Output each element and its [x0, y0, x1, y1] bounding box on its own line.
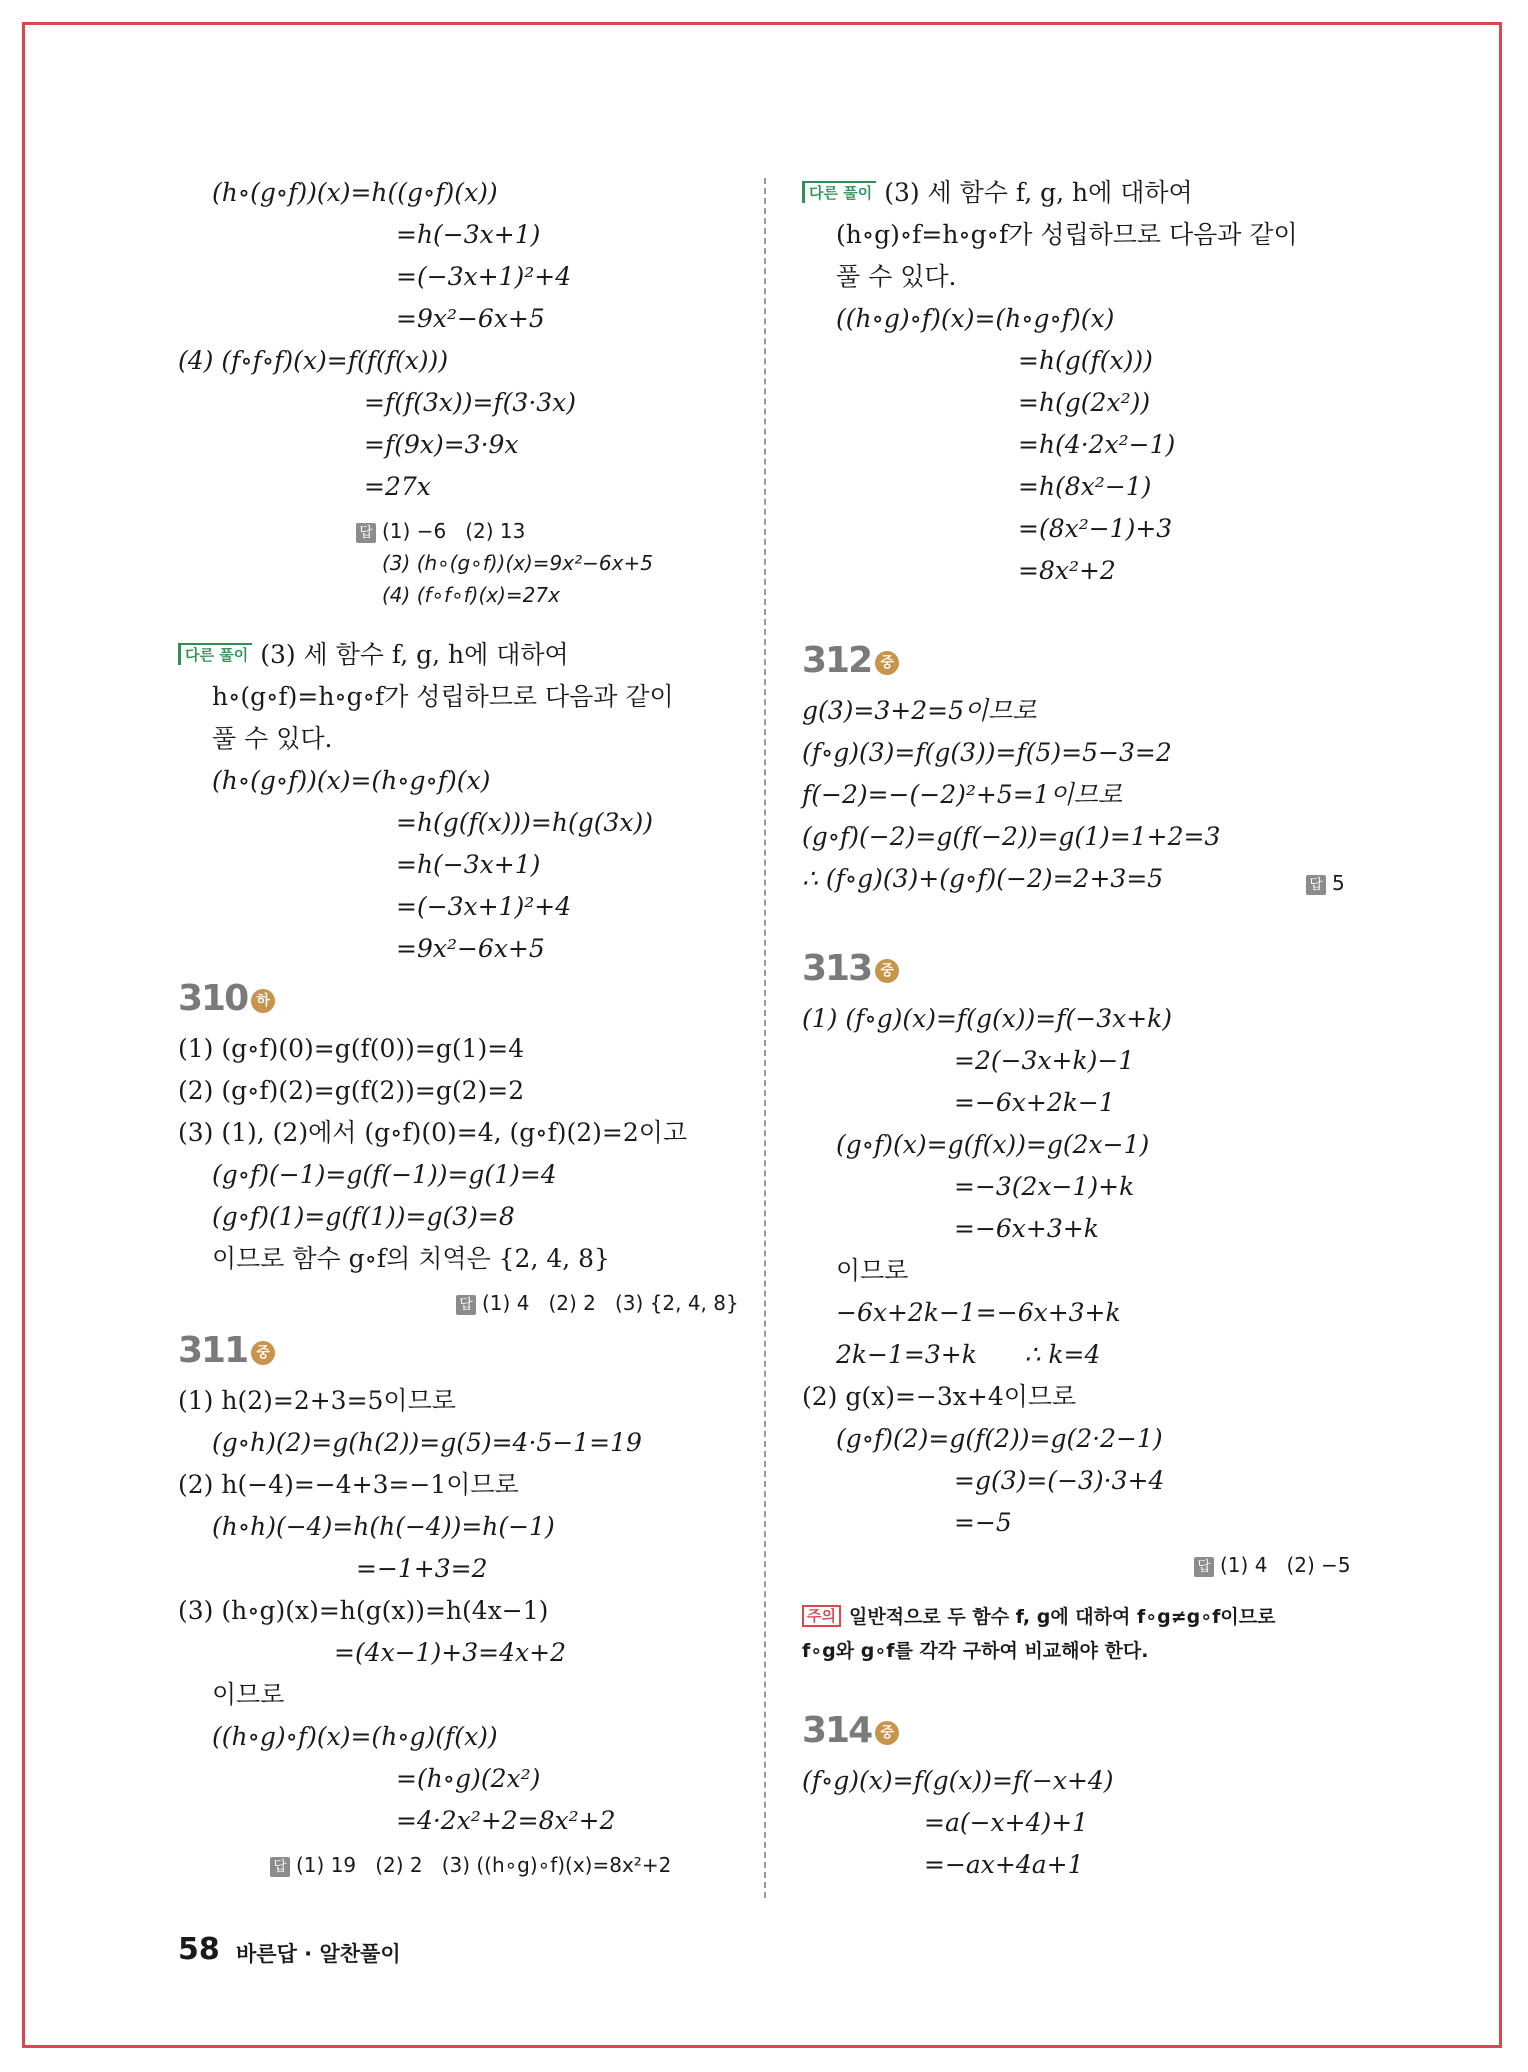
answer-line: 답 (1) 19 (2) 2 (3) ((h∘g)∘f)(x)=8x²+2: [270, 1850, 671, 1880]
warning-note: f∘g와 g∘f를 각각 구하여 비교해야 한다.: [802, 1640, 1149, 1662]
solution-line: (1) (g∘f)(0)=g(f(0))=g(1)=4: [178, 1034, 525, 1063]
problem-number: 312 중: [802, 640, 899, 681]
solution-line: =(−3x+1)²+4: [396, 262, 572, 291]
alt-solution-badge: 다른 풀이: [802, 181, 876, 203]
solution-line: =−ax+4a+1: [924, 1850, 1084, 1879]
difficulty-badge: 중: [251, 1341, 275, 1365]
solution-line: =h(g(f(x))): [1018, 346, 1153, 375]
solution-line: (2) g(x)=−3x+4이므로: [802, 1382, 1077, 1411]
solution-line: (g∘h)(2)=g(h(2))=g(5)=4·5−1=19: [212, 1428, 642, 1457]
answer-line: (4) (f∘f∘f)(x)=27x: [382, 583, 560, 607]
problem-number: 314 중: [802, 1710, 899, 1751]
solution-line: =(h∘g)(2x²): [396, 1764, 541, 1793]
solution-line: (h∘(g∘f))(x)=(h∘g∘f)(x): [212, 766, 491, 795]
solution-line: =(8x²−1)+3: [1018, 514, 1173, 543]
difficulty-badge: 하: [251, 989, 275, 1013]
solution-line: ((h∘g)∘f)(x)=(h∘g∘f)(x): [836, 304, 1115, 333]
solution-line: (g∘f)(x)=g(f(x))=g(2x−1): [836, 1130, 1150, 1159]
solution-line: (g∘f)(−2)=g(f(−2))=g(1)=1+2=3: [802, 822, 1221, 851]
solution-line: 풀 수 있다.: [212, 724, 333, 753]
solution-line: f(−2)=−(−2)²+5=1이므로: [802, 780, 1123, 809]
solution-line: (g∘f)(1)=g(f(1))=g(3)=8: [212, 1202, 515, 1231]
solution-line: (2) (g∘f)(2)=g(f(2))=g(2)=2: [178, 1076, 525, 1105]
solution-line: =g(3)=(−3)·3+4: [954, 1466, 1165, 1495]
solution-line: −6x+2k−1=−6x+3+k: [836, 1298, 1121, 1327]
column-divider: [764, 178, 766, 1898]
solution-line: =h(8x²−1): [1018, 472, 1152, 501]
page-number: 58: [178, 1932, 220, 1967]
solution-line: =f(9x)=3·9x: [364, 430, 519, 459]
warning-badge: 주의: [802, 1605, 841, 1627]
solution-line: (4) (f∘f∘f)(x)=f(f(f(x))): [178, 346, 449, 375]
solution-line: =h(g(f(x)))=h(g(3x)): [396, 808, 653, 837]
solution-line: (h∘g)∘f=h∘g∘f가 성립하므로 다음과 같이: [836, 220, 1298, 249]
solution-line: (1) (f∘g)(x)=f(g(x))=f(−3x+k): [802, 1004, 1173, 1033]
solution-line: (h∘(g∘f))(x)=h((g∘f)(x)): [212, 178, 498, 207]
problem-number: 313 중: [802, 948, 899, 989]
solution-line: (3) (h∘g)(x)=h(g(x))=h(4x−1): [178, 1596, 549, 1625]
solution-line: =f(f(3x))=f(3·3x): [364, 388, 577, 417]
answer-icon: 답: [1194, 1557, 1214, 1577]
problem-number: 310 하: [178, 978, 275, 1019]
solution-line: (2) h(−4)=−4+3=−1이므로: [178, 1470, 519, 1499]
solution-line: (g∘f)(−1)=g(f(−1))=g(1)=4: [212, 1160, 557, 1189]
solution-line: (1) h(2)=2+3=5이므로: [178, 1386, 456, 1415]
answer-icon: 답: [1306, 875, 1326, 895]
solution-line: =h(−3x+1): [396, 220, 541, 249]
problem-number: 311 중: [178, 1330, 275, 1371]
solution-line: (h∘h)(−4)=h(h(−4))=h(−1): [212, 1512, 555, 1541]
answer-line: (3) (h∘(g∘f))(x)=9x²−6x+5: [382, 551, 653, 575]
solution-line: 풀 수 있다.: [836, 262, 957, 291]
answer-icon: 답: [270, 1857, 290, 1877]
solution-line: =8x²+2: [1018, 556, 1116, 585]
solution-line: =h(g(2x²)): [1018, 388, 1151, 417]
solution-line: =−3(2x−1)+k: [954, 1172, 1135, 1201]
answer-line: 답 5: [1306, 868, 1345, 898]
answer-icon: 답: [456, 1295, 476, 1315]
alt-solution-heading: 다른 풀이 (3) 세 함수 f, g, h에 대하여: [178, 640, 569, 670]
solution-line: =2(−3x+k)−1: [954, 1046, 1135, 1075]
solution-line: =h(−3x+1): [396, 850, 541, 879]
alt-solution-badge: 다른 풀이: [178, 643, 252, 665]
solution-line: h∘(g∘f)=h∘g∘f가 성립하므로 다음과 같이: [212, 682, 674, 711]
solution-line: =(−3x+1)²+4: [396, 892, 572, 921]
solution-line: ∴ (f∘g)(3)+(g∘f)(−2)=2+3=5: [802, 864, 1164, 893]
solution-line: 이므로: [212, 1680, 285, 1709]
solution-line: g(3)=3+2=5이므로: [802, 696, 1037, 725]
alt-solution-heading: 다른 풀이 (3) 세 함수 f, g, h에 대하여: [802, 178, 1193, 208]
solution-line: =(4x−1)+3=4x+2: [334, 1638, 566, 1667]
solution-line: =a(−x+4)+1: [924, 1808, 1089, 1837]
answer-icon: 답: [356, 523, 376, 543]
answer-line: 답 (1) 4 (2) 2 (3) {2, 4, 8}: [456, 1288, 739, 1318]
solution-line: =9x²−6x+5: [396, 304, 545, 333]
solution-line: 이므로: [836, 1256, 909, 1285]
difficulty-badge: 중: [875, 959, 899, 983]
answer-line: 답 (1) 4 (2) −5: [1194, 1550, 1351, 1580]
solution-line: =4·2x²+2=8x²+2: [396, 1806, 616, 1835]
solution-line: =27x: [364, 472, 431, 501]
difficulty-badge: 중: [875, 651, 899, 675]
warning-note: 주의 일반적으로 두 함수 f, g에 대하여 f∘g≠g∘f이므로: [802, 1602, 1275, 1632]
solution-line: 2k−1=3+k ∴ k=4: [836, 1340, 1101, 1369]
solution-line: ((h∘g)∘f)(x)=(h∘g)(f(x)): [212, 1722, 498, 1751]
solution-line: (3) (1), (2)에서 (g∘f)(0)=4, (g∘f)(2)=2이고: [178, 1118, 688, 1147]
difficulty-badge: 중: [875, 1721, 899, 1745]
solution-line: =−6x+2k−1: [954, 1088, 1115, 1117]
solution-line: (f∘g)(x)=f(g(x))=f(−x+4): [802, 1766, 1114, 1795]
solution-line: =h(4·2x²−1): [1018, 430, 1176, 459]
footer-label: 바른답 · 알찬풀이: [236, 1942, 401, 1966]
answer-line: 답 (1) −6 (2) 13: [356, 516, 525, 546]
solution-line: =−6x+3+k: [954, 1214, 1099, 1243]
solution-line: =−5: [954, 1508, 1012, 1537]
solution-line: (f∘g)(3)=f(g(3))=f(5)=5−3=2: [802, 738, 1172, 767]
solution-line: (g∘f)(2)=g(f(2))=g(2·2−1): [836, 1424, 1163, 1453]
solution-line: =−1+3=2: [356, 1554, 488, 1583]
solution-line: 이므로 함수 g∘f의 치역은 {2, 4, 8}: [212, 1244, 610, 1273]
solution-line: =9x²−6x+5: [396, 934, 545, 963]
